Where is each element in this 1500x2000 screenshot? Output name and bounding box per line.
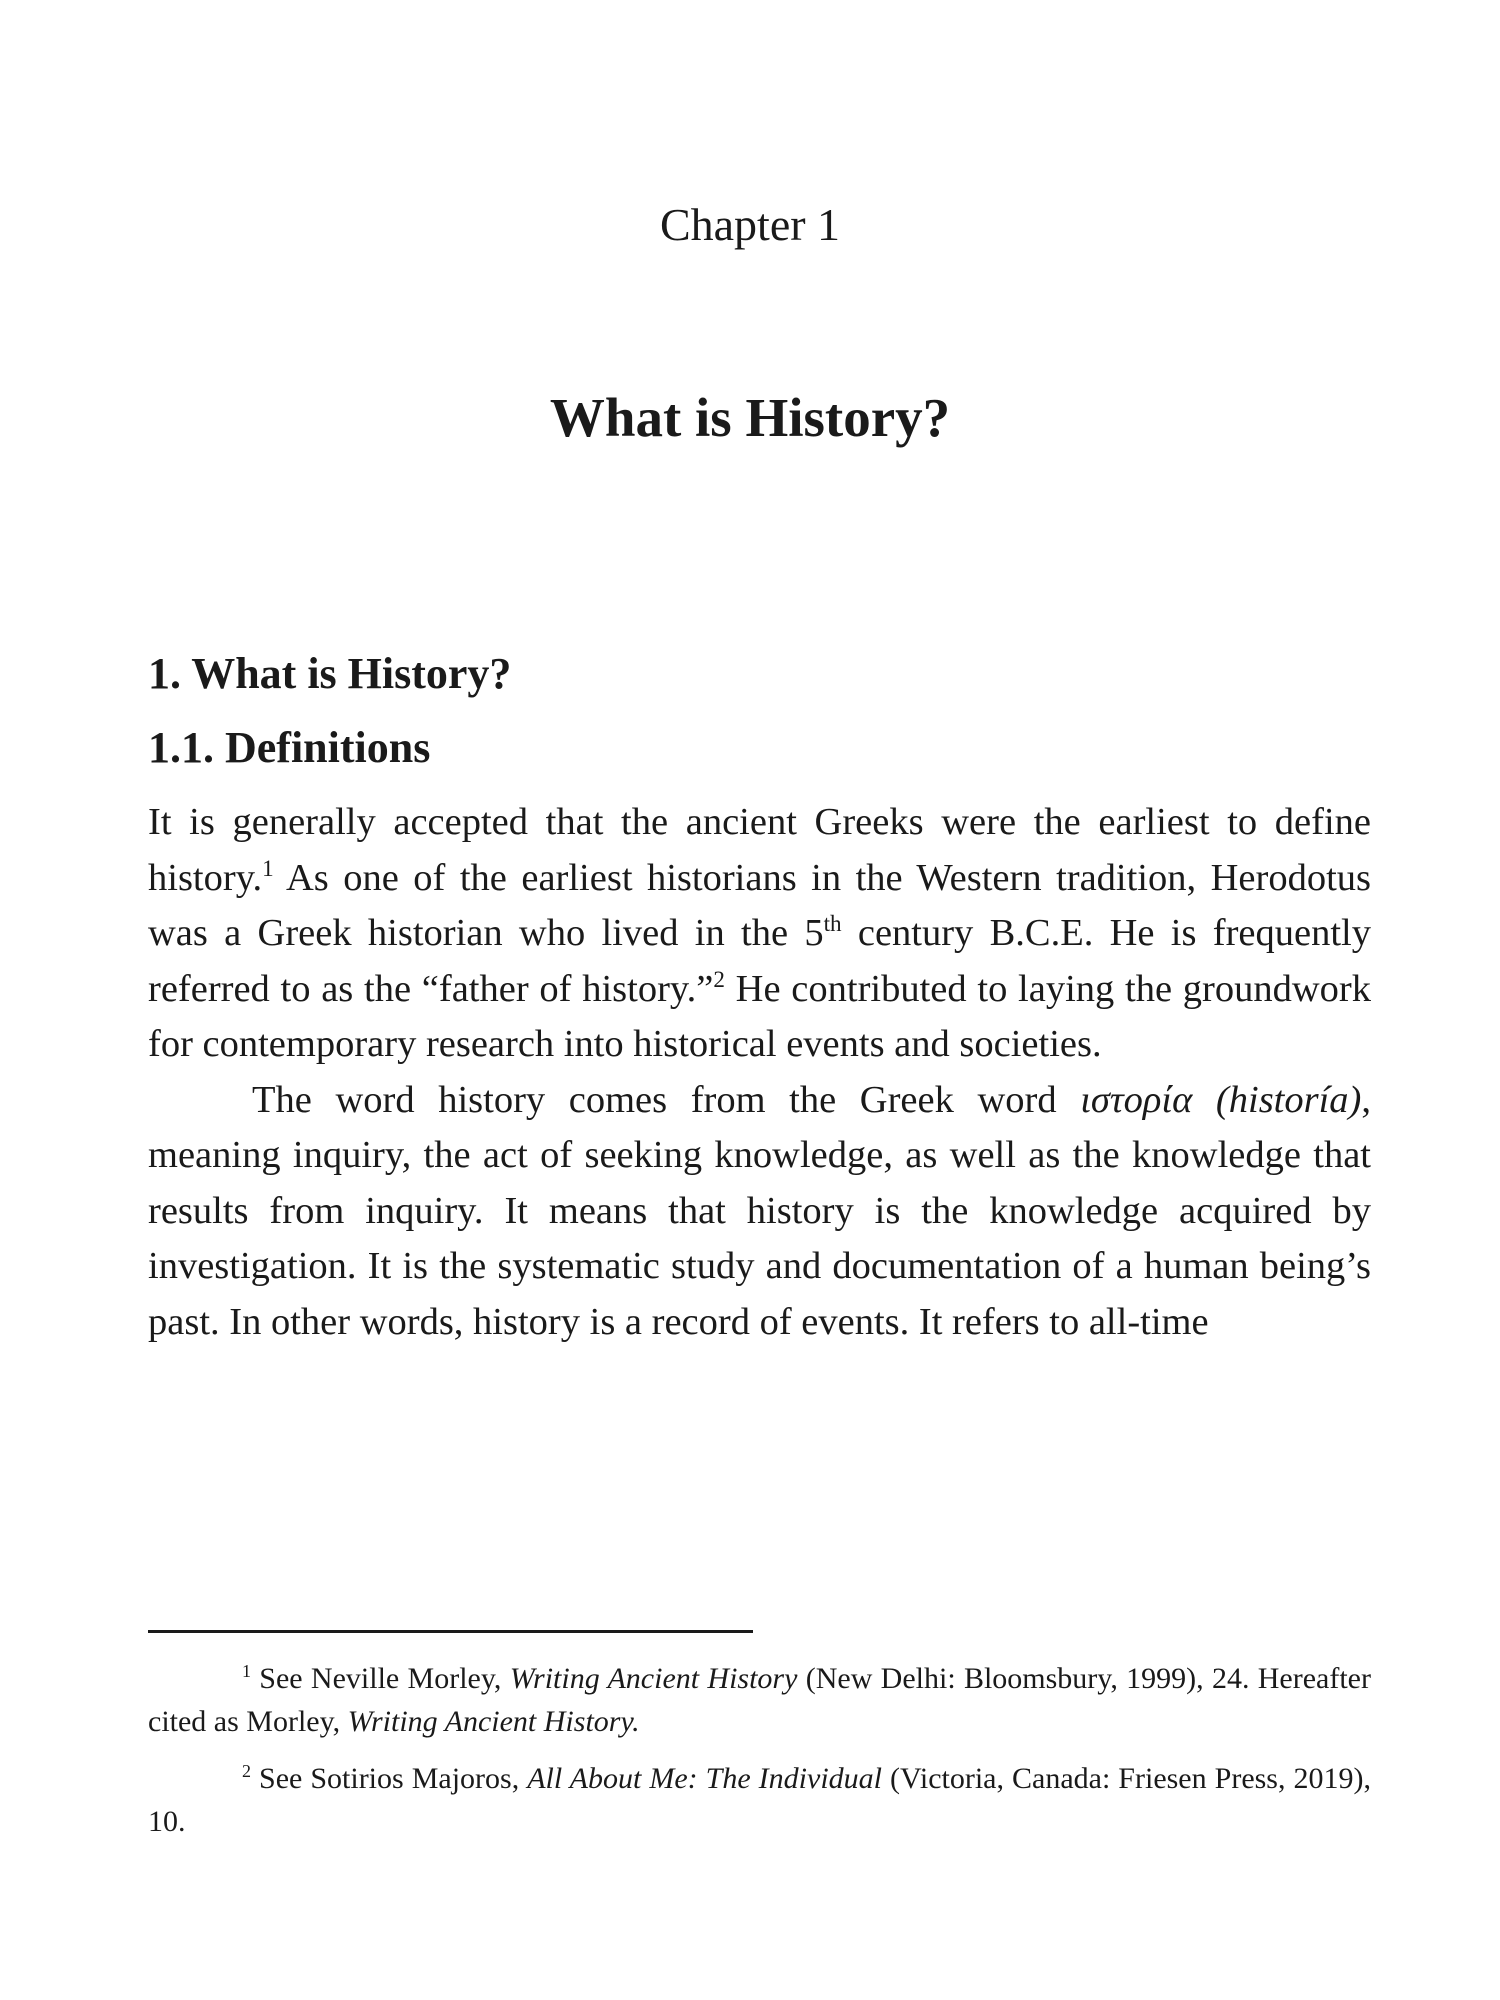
footnote-title: Writing Ancient History. [347, 1705, 640, 1738]
section-heading-1: 1. What is History? [148, 649, 512, 698]
paragraph-1-part-b: As one of the earliest historians in the Western tradition, Herodotus was a Greek historian who lived in the 5 [148, 856, 1371, 954]
footnotes [148, 1657, 1371, 1857]
greek-term: ιστορία (historía) [1080, 1078, 1362, 1121]
chapter-title: What is History? [549, 387, 951, 448]
footnote-title: Writing Ancient History [509, 1662, 798, 1695]
footnote-title: All About Me: The Individual [527, 1762, 882, 1795]
chapter-label: Chapter 1 [659, 199, 841, 250]
body-text [148, 795, 1371, 1350]
footnote-text: (Victoria, Canada: Friesen Press, 2019), 10. [148, 1762, 1371, 1838]
footnote-number: 2 [242, 1761, 251, 1781]
paragraph-1-part-d: He contributed to laying the groundwork for contemporary research into historical events and societies. [148, 967, 1371, 1065]
footnote-number: 1 [242, 1661, 251, 1681]
section-heading-1-1: 1.1. Definitions [148, 723, 431, 772]
paragraph-1-part-c: century B.C.E. He is frequently referred to as the “father of history.” [148, 912, 1371, 1010]
footnote-text: See Sotirios Majoros, [251, 1762, 528, 1795]
footnote-text: (New Delhi: Bloomsbury, 1999), 24. Hereafter cited as Morley, [148, 1662, 1371, 1738]
paragraph-2 [148, 1073, 1371, 1351]
paragraph-1 [148, 795, 1371, 1073]
paragraph-2-part-a: The word history comes from the Greek word [252, 1078, 1081, 1121]
footnote-text: See Neville Morley, [251, 1662, 510, 1695]
paragraph-2-part-b: , meaning inquiry, the act of seeking knowledge, as well as the knowledge that results from inquiry. It means that history is the knowledge acquired by investigation. It is the systematic study and documentation of a human being’s past. In other words, history is a record of events. It refers to all-time [148, 1078, 1371, 1343]
footnote-ref-2: 2 [713, 965, 725, 992]
footnote-1 [148, 1657, 1371, 1743]
footnote-2 [148, 1757, 1371, 1843]
ordinal-suffix: th [823, 910, 842, 937]
footnote-ref-1: 1 [262, 854, 274, 881]
footnote-divider [148, 1630, 753, 1633]
paragraph-1-part-a: It is generally accepted that the ancient Greeks were the earliest to define history. [148, 801, 1371, 899]
